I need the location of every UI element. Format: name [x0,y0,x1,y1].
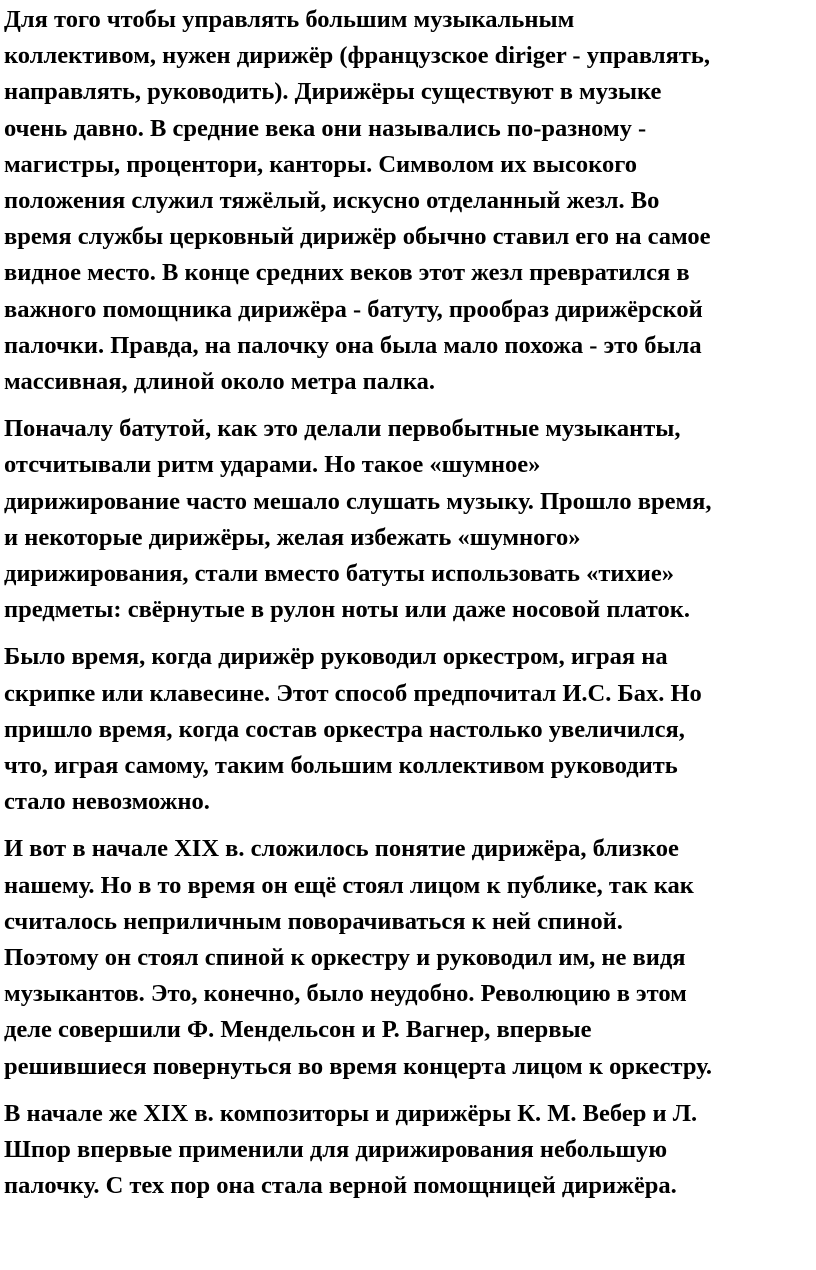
paragraph-small-baton [4,1096,812,1205]
text-line: коллективом, нужен дирижёр (французское diriger - управлять, [4,42,710,70]
text-line: И вот в начале XIX в. сложилось понятие дирижёра, близкое [4,835,679,863]
text-line: дирижирование часто мешало слушать музыку. Прошло время, [4,487,712,515]
text-line: пришло время, когда состав оркестра настолько увеличился, [4,715,685,743]
text-line: важного помощника дирижёра - батуту, прообраз дирижёрской [4,295,703,323]
text-line: Было время, когда дирижёр руководил оркестром, играя на [4,643,668,671]
text-line: и некоторые дирижёры, желая избежать «шумного» [4,523,581,551]
text-line: считалось неприличным поворачиваться к ней спиной. [4,907,623,935]
text-line: палочку. С тех пор она стала верной помощницей дирижёра. [4,1172,677,1200]
text-line: Поэтому он стоял спиной к оркестру и руководил им, не видя [4,944,686,972]
text-line: решившиеся повернуться во время концерта лицом к оркестру. [4,1052,713,1080]
text-line: что, играя самому, таким большим коллективом руководить [4,752,678,780]
text-line: нашему. Но в то время он ещё стоял лицом к публике, так как [4,871,694,899]
text-line: очень давно. В средние века они назывались по-разному - [4,114,647,142]
text-line: стало невозможно. [4,788,210,816]
text-line: деле совершили Ф. Мендельсон и Р. Вагнер, впервые [4,1016,592,1044]
text-line: дирижирования, стали вместо батуты использовать «тихие» [4,560,674,588]
paragraph-playing-conductor [4,639,812,820]
text-line: время службы церковный дирижёр обычно ставил его на самое [4,223,711,251]
text-line: Для того чтобы управлять большим музыкальным [4,6,575,33]
paragraph-conductor-history [4,2,812,400]
text-line: предметы: свёрнутые в рулон ноты или даже носовой платок. [4,596,690,624]
paragraph-nineteenth-century [4,831,812,1084]
text-line: Шпор впервые применили для дирижирования небольшую [4,1136,668,1164]
text-line: скрипке или клавесине. Этот способ предпочитал И.С. Бах. Но [4,679,702,707]
text-line: музыкантов. Это, конечно, было неудобно. Революцию в этом [4,980,687,1008]
text-line: массивная, длиной около метра палка. [4,368,436,396]
text-line: В начале же XIX в. композиторы и дирижёры К. М. Вебер и Л. [4,1099,698,1127]
text-line: направлять, руководить). Дирижёры существуют в музыке [4,78,662,106]
text-line: видное место. В конце средних веков этот жезл превратился в [4,259,690,287]
text-line: отсчитывали ритм ударами. Но такое «шумное» [4,451,541,479]
text-line: магистры, процентори, канторы. Символом их высокого [4,150,637,178]
text-line: положения служил тяжёлый, искусно отделанный жезл. Во [4,187,660,215]
paragraph-baton-rhythm [4,411,812,628]
text-line: Поначалу батутой, как это делали первобытные музыканты, [4,415,681,443]
text-line: палочки. Правда, на палочку она была мало похожа - это была [4,331,702,359]
